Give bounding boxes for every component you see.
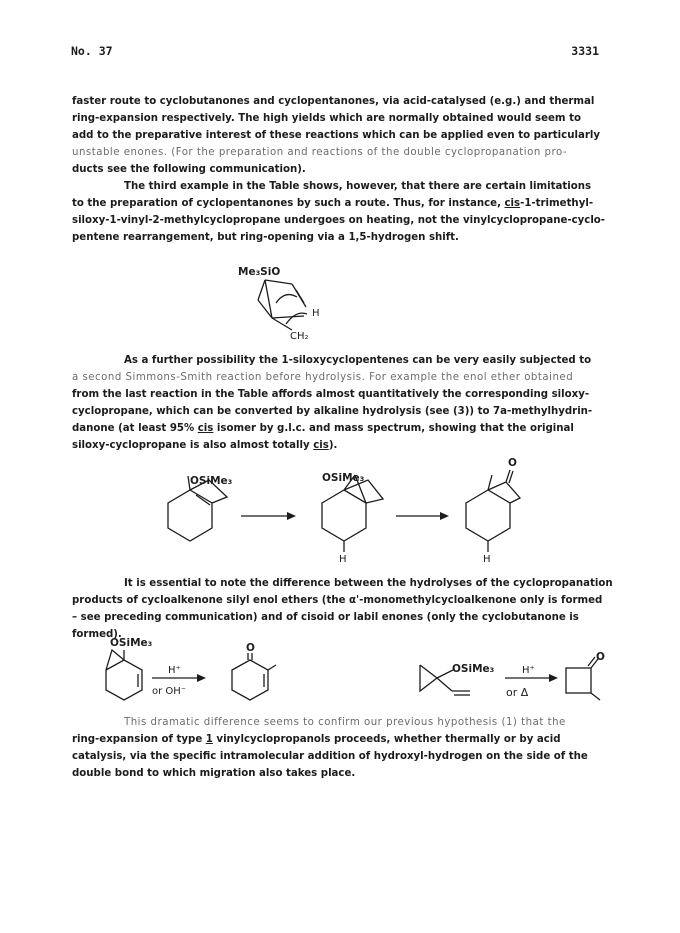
osime3-label-2: OSiMe₃ xyxy=(322,472,365,484)
text-run: isomer by g.l.c. and mass spectrum, showing that the original xyxy=(213,423,574,434)
text-line: This dramatic difference seems to confirm our previous hypothesis (1) that the xyxy=(124,717,566,728)
text-run: siloxy-cyclopropane is also almost totally xyxy=(72,440,314,451)
text-run: ring-expansion of type xyxy=(72,734,206,745)
text-line: As a further possibility the 1-siloxycyclopentenes can be very easily subjected to xyxy=(124,355,592,366)
journal-issue: No. 37 xyxy=(71,44,113,58)
type-1-reference: 1 xyxy=(205,734,213,745)
or-oh-label: or OH⁻ xyxy=(152,686,187,697)
text-line: products of cycloalkenone silyl enol ethers (the α'-monomethylcycloalkenone only is formed xyxy=(72,595,603,606)
text-line: catalysis, via the specific intramolecular addition of hydroxyl-hydrogen on the side of the xyxy=(72,751,588,762)
text-line: cyclopropane, which can be converted by alkaline hydrolysis (see (3)) to 7a-methylhydrin- xyxy=(72,406,593,417)
text-line: a second Simmons-Smith reaction before hydrolysis. For example the enol ether obtained xyxy=(72,372,574,383)
text-line: from the last reaction in the Table affords almost quantitatively the corresponding siloxy- xyxy=(72,389,590,400)
text-line: The third example in the Table shows, however, that there are certain limitations xyxy=(124,181,592,192)
text-line: double bond to which migration also takes place. xyxy=(72,768,356,779)
hydrolysis-arrow-right xyxy=(505,665,558,699)
bicyclic-siloxycyclopropane xyxy=(106,637,153,700)
paragraph-5 xyxy=(72,714,604,782)
h-plus-label-right: H⁺ xyxy=(522,665,535,676)
hydrogen-label: H xyxy=(312,308,320,319)
text-line: ring-expansion respectively. The high yields which are normally obtained would seem to xyxy=(72,113,581,124)
text-line: ducts see the following communication). xyxy=(72,164,306,175)
cyclobutanone xyxy=(566,651,605,700)
methylcyclohexenone xyxy=(232,642,276,700)
ch2-label: CH₂ xyxy=(290,331,309,342)
text-line: siloxy-1-vinyl-2-methylcyclopropane undergoes on heating, not the vinylcyclopropane-cyclo- xyxy=(72,215,606,226)
hydrogen-label-1: H xyxy=(339,554,347,565)
text-line: add to the preparative interest of these reactions which can be applied even to particularly xyxy=(72,130,600,141)
text-line: – see preceding communication) and of cisoid or labil enones (only the cyclobutanone is xyxy=(72,612,579,623)
cis-emphasis: cis xyxy=(504,198,521,209)
text-line: pentene rearrangement, but ring-opening via a 1,5-hydrogen shift. xyxy=(72,232,459,243)
me3sio-label: Me₃SiO xyxy=(238,266,281,278)
text-run: danone (at least 95% xyxy=(72,423,198,434)
h-plus-label-left: H⁺ xyxy=(168,665,181,676)
text-run: to the preparation of cyclopentanones by such a route. Thus, for instance, xyxy=(72,198,505,209)
osime3-label-3: OSiMe₃ xyxy=(110,637,153,649)
hydrogen-label-2: H xyxy=(483,554,491,565)
text-line: faster route to cyclobutanones and cyclopentanones, via acid-catalysed (e.g.) and thermal xyxy=(72,96,595,107)
ketone-oxygen-label-2: O xyxy=(246,642,255,654)
text-line: formed). xyxy=(72,629,122,640)
text-line: It is essential to note the difference between the hydrolyses of the cyclopropanation xyxy=(124,578,613,589)
cis-emphasis: cis xyxy=(313,440,329,451)
text-run: vinylcyclopropanols proceeds, whether thermally or by acid xyxy=(212,734,561,745)
or-delta-label: or Δ xyxy=(506,686,529,699)
ketone-oxygen-label: O xyxy=(508,457,517,469)
cis-emphasis: cis xyxy=(197,423,214,434)
text-run: -1-trimethyl- xyxy=(520,198,594,209)
hydrolysis-arrow-left xyxy=(152,665,206,697)
vinylcyclopropyl-silyl-ether xyxy=(420,663,495,695)
page-number: 3331 xyxy=(571,44,599,58)
text-line xyxy=(72,731,604,748)
text-line: unstable enones. (For the preparation and reactions of the double cyclopropanation pro- xyxy=(72,147,568,158)
osime3-label-4: OSiMe₃ xyxy=(452,663,495,675)
osime3-label: OSiMe₃ xyxy=(190,475,233,487)
ketone-oxygen-label-3: O xyxy=(596,651,605,663)
text-run: ). xyxy=(328,440,338,451)
